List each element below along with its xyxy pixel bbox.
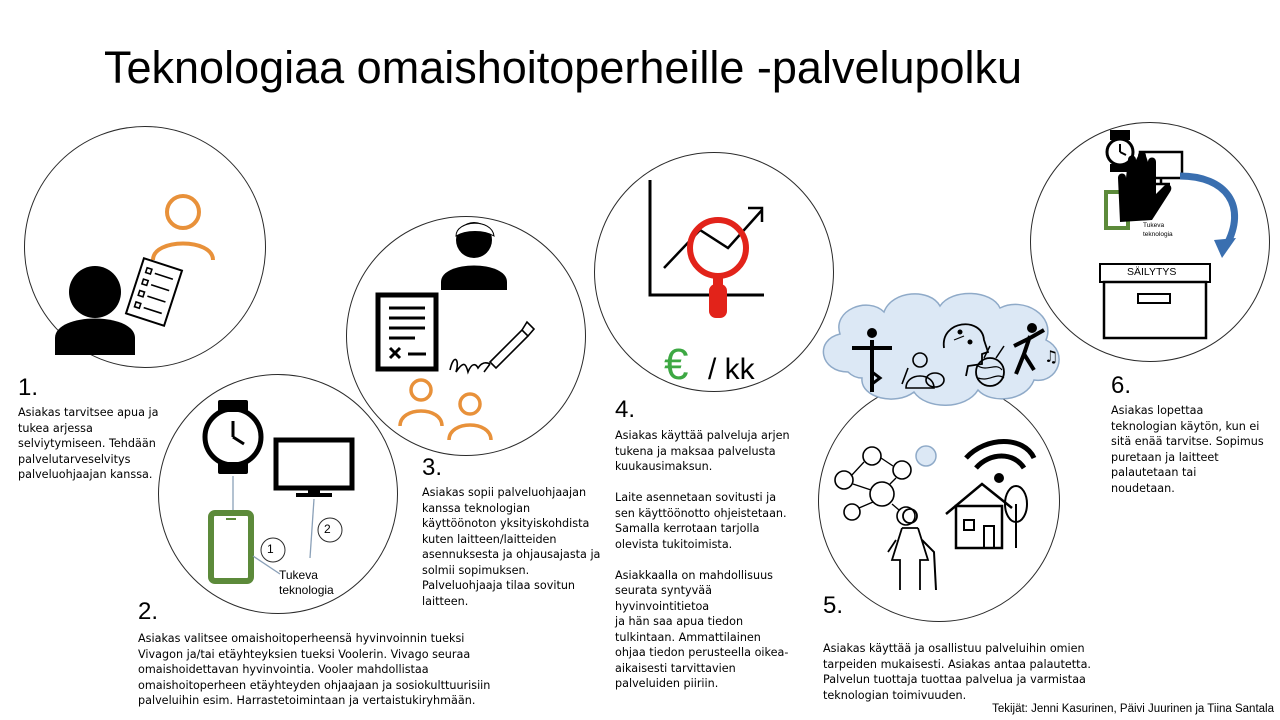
step-2-description: Asiakas valitsee omaishoitoperheensä hyvinvoinnin tueksi Vivagon ja/tai etäyhteyksien tueksi Voolerin. Vivago seuraa omaishoidettavan hyvinvointia. Vooler mahdollistaa omaishoitoperheen etäyhteyden ohjaajaan ja sosiokulttuurisiin palveluihin esim. Harrastetoimintaan ja vertaistukiryhmään. — [138, 632, 491, 707]
wifi-icon — [966, 442, 1034, 484]
page-title: Teknologiaa omaishoitoperheille -palvelupolku — [104, 42, 1023, 93]
step-4-paragraph-1: Asiakas käyttää palveluja arjen tukena ja maksaa palvelusta kuukausimaksun. — [615, 429, 790, 473]
step-5-description: Asiakas käyttää ja osallistuu palveluihin omien tarpeiden mukaisesti. Asiakas antaa palautetta. Palvelun tuottaja tuottaa palvelua ja varmistaa teknologian toimivuuden. — [823, 642, 1091, 702]
person-icon — [400, 380, 491, 440]
person-icon — [55, 266, 135, 355]
step-2-number: 2. — [138, 598, 159, 625]
house-icon — [946, 484, 1027, 548]
step-1-number: 1. — [18, 374, 39, 401]
signature-pen-icon — [450, 322, 534, 372]
authors-credit: Tekijät: Jenni Kasurinen, Päivi Juurinen ja Tiina Santala — [992, 703, 1274, 715]
step-4-paragraph-3: Asiakkaalla on mahdollisuus seurata syntyvää hyvinvointitietoa ja hän saa apua tiedon tulkintaan. Ammattilainen ohjaa tiedon perusteella oikea- aikaisesti tarvittavien palveluiden piiriin. — [615, 568, 789, 690]
price-per-month: / kk — [708, 353, 755, 386]
checklist-icon — [126, 258, 182, 326]
storage-box-label: SÄILYTYS — [1127, 266, 1177, 278]
trend-magnifier-icon — [650, 180, 764, 318]
badge-2: 2 — [324, 522, 331, 536]
watch-icon — [205, 400, 261, 474]
tukeva-teknologia-label: Tukeva teknologia — [279, 568, 334, 597]
step-3-number: 3. — [422, 454, 443, 481]
step-6-number: 6. — [1111, 372, 1132, 399]
person-icon — [153, 196, 213, 260]
step-4-paragraph-2: Laite asennetaan sovitusti ja sen käyttöönotto ohjeistetaan. Samalla kerrotaan tarjolla olevista tukitoimista. — [615, 491, 787, 551]
return-arrow-icon — [1180, 176, 1236, 258]
document-icon — [378, 295, 436, 369]
phone-icon — [211, 513, 251, 581]
step-5-number: 5. — [823, 592, 844, 619]
step-1-description: Asiakas tarvitsee apua ja tukea arjessa selviytymiseen. Tehdään palvelutarveselvitys palveluohjaajan kanssa. — [18, 406, 159, 481]
euro-icon: € — [664, 340, 689, 389]
step-4-number: 4. — [615, 396, 636, 423]
person-icon — [441, 222, 507, 290]
step-4-description — [615, 428, 805, 692]
monitor-icon — [276, 440, 352, 497]
badge-1: 1 — [267, 542, 274, 556]
svg-text:♫: ♫ — [1044, 347, 1059, 366]
step-3-description: Asiakas sopii palveluohjaajan kanssa teknologian käyttöönoton yksityiskohdista kuten laitteen/laitteiden asennuksesta ja ohjausajasta ja solmii sopimuksen. Palveluohjaaja tilaa sovitun laitteen. — [422, 486, 601, 608]
step-6-description: Asiakas lopettaa teknologian käytön, kun ei sitä enää tarvitse. Sopimus puretaan ja laitteet palautetaan tai noudetaan. — [1111, 404, 1264, 495]
tukeva-teknologia-small-label: Tukeva teknologia — [1143, 222, 1173, 238]
